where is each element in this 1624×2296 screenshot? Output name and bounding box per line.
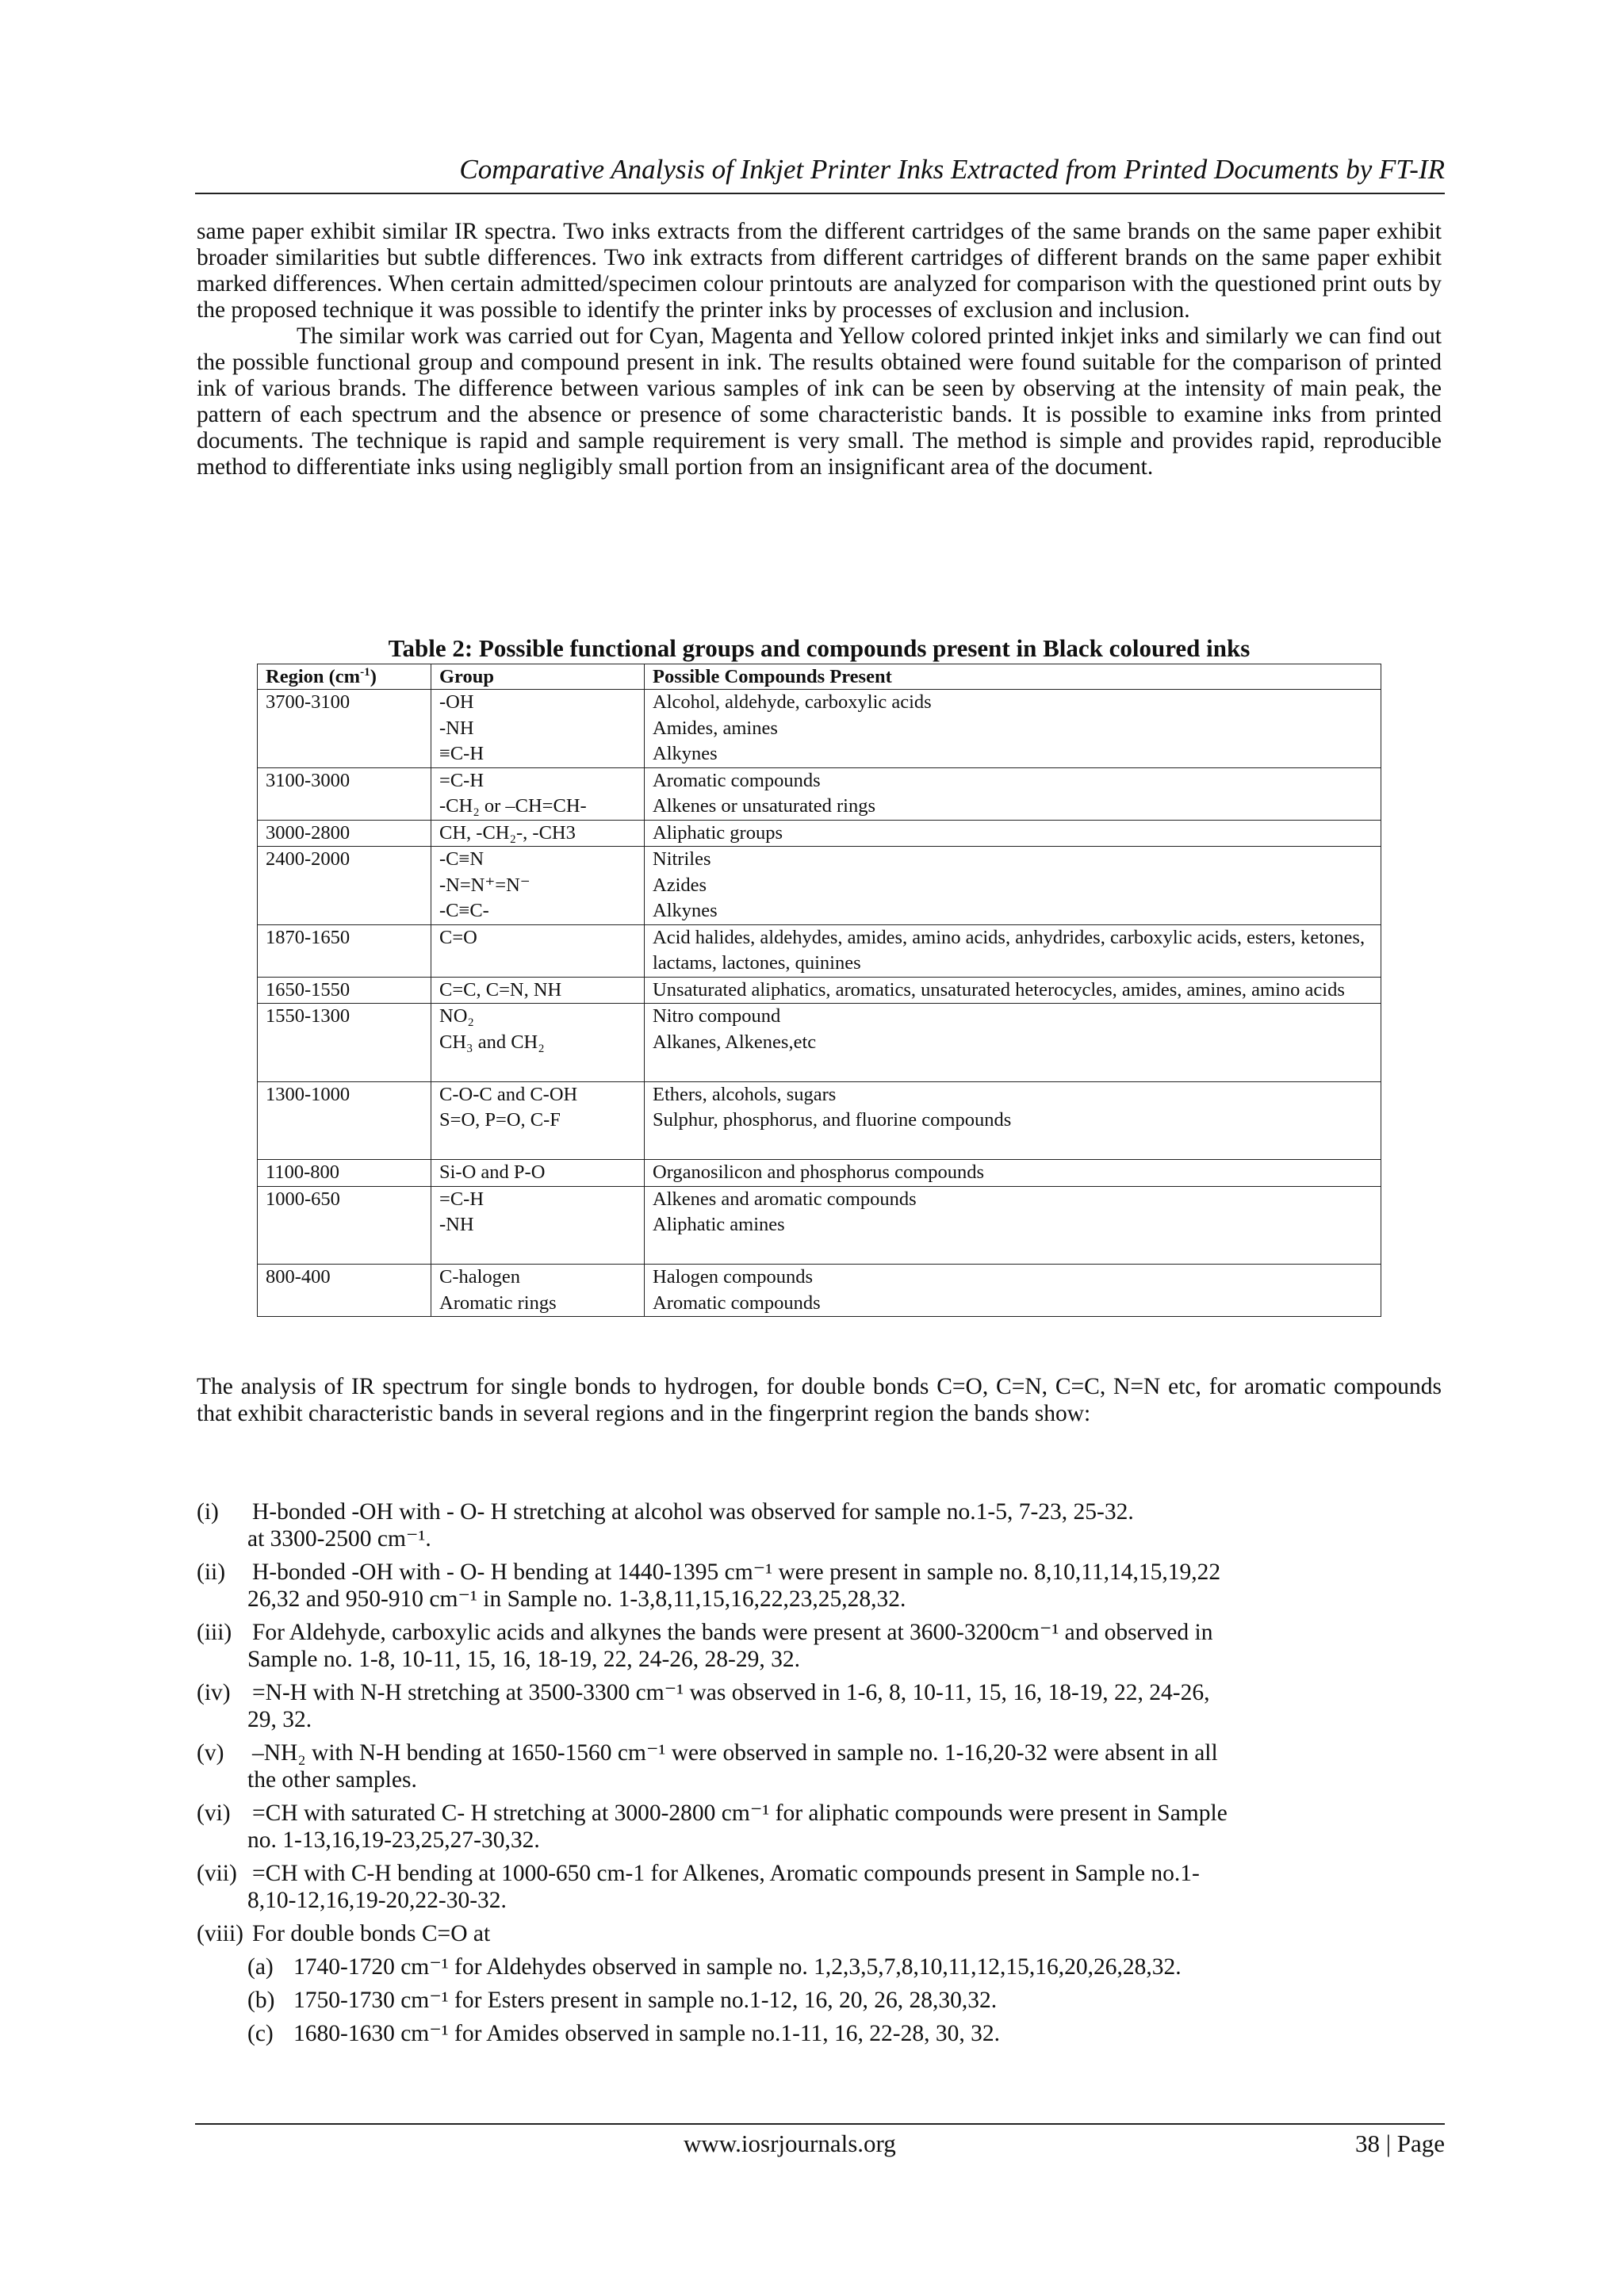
group-line: CH₃ and CH₂ bbox=[439, 1031, 545, 1053]
group-line: -CH₂ or –CH=CH- bbox=[439, 795, 587, 817]
cell-compounds bbox=[645, 1186, 1381, 1265]
cell-region: 1100-800 bbox=[258, 1160, 431, 1187]
footer-rule bbox=[195, 2123, 1445, 2125]
compound-line: Alkenes or unsaturated rings bbox=[653, 795, 875, 817]
compound-line: Unsaturated aliphatics, aromatics, unsaturated heterocycles, amides, amines, amino acids bbox=[653, 978, 1345, 1001]
compound-line: Amides, amines bbox=[653, 717, 778, 739]
compound-line: Alkenes and aromatic compounds bbox=[653, 1188, 917, 1210]
group-line: C-O-C and C-OH bbox=[439, 1083, 578, 1105]
compound-line: Aliphatic groups bbox=[653, 821, 783, 844]
observation-line-2: 26,32 and 950-910 cm⁻¹ in Sample no. 1-3,8,11,15,16,22,23,25,28,32. bbox=[247, 1586, 906, 1612]
observation-subitem bbox=[247, 1954, 1465, 1980]
cell-region: 1000-650 bbox=[258, 1186, 431, 1265]
compound-line: Sulphur, phosphorus, and fluorine compounds bbox=[653, 1109, 1012, 1131]
observation-item bbox=[197, 1800, 1465, 1854]
cell-group bbox=[431, 847, 645, 925]
cell-compounds bbox=[645, 1160, 1381, 1187]
group-line: NO₂ bbox=[439, 1005, 474, 1027]
header-region bbox=[258, 664, 431, 690]
row-spacer bbox=[653, 1134, 1373, 1160]
cell-compounds bbox=[645, 977, 1381, 1004]
cell-group bbox=[431, 767, 645, 820]
cell-compounds bbox=[645, 847, 1381, 925]
subitem-text: 1750-1730 cm⁻¹ for Esters present in sample no.1-12, 16, 20, 26, 28,30,32. bbox=[293, 1988, 998, 2013]
header-rule bbox=[195, 193, 1445, 194]
observation-line-2: 29, 32. bbox=[247, 1707, 312, 1732]
cell-region: 1300-1000 bbox=[258, 1081, 431, 1160]
cell-region: 2400-2000 bbox=[258, 847, 431, 925]
cell-region: 3700-3100 bbox=[258, 690, 431, 768]
observation-item bbox=[197, 1860, 1465, 1914]
group-line: -NH bbox=[439, 717, 474, 739]
header-region-label: Region (cm bbox=[266, 666, 361, 687]
footer-website: www.iosrjournals.org bbox=[684, 2130, 896, 2157]
observation-line-1: =N-H with N-H stretching at 3500-3300 cm⁻¹ was observed in 1-6, 8, 10-11, 15, 16, 18-19, 22, 24-26, bbox=[252, 1680, 1210, 1705]
observation-number: (iii) bbox=[197, 1620, 232, 1645]
compound-line: Alkynes bbox=[653, 743, 718, 764]
observation-item bbox=[197, 1920, 1465, 1947]
cell-compounds bbox=[645, 767, 1381, 820]
observation-number: (ii) bbox=[197, 1559, 226, 1585]
table-row bbox=[258, 1186, 1381, 1265]
paragraph-1: same paper exhibit similar IR spectra. Two inks extracts from the different cartridges of the same brands on the same paper exhibit broader similarities but subtle differences. Two ink extracts from different cartridges of different brands on the same paper exhibit marked differences. When certain admitted/specimen colour printouts are analyzed for comparison with the questioned print outs by the proposed technique it was possible to identify the printer inks by processes of exclusion and inclusion. bbox=[197, 219, 1442, 323]
observation-line-1: =CH with saturated C- H stretching at 3000-2800 cm⁻¹ for aliphatic compounds were present in Sample bbox=[252, 1800, 1228, 1826]
observation-line-2: no. 1-13,16,19-23,25,27-30,32. bbox=[247, 1827, 540, 1853]
compound-line: Aromatic compounds bbox=[653, 1292, 821, 1314]
observation-list bbox=[197, 1498, 1465, 2053]
group-line: -C≡N bbox=[439, 848, 485, 870]
cell-compounds bbox=[645, 1004, 1381, 1082]
observation-number: (viii) bbox=[197, 1921, 243, 1946]
cell-compounds bbox=[645, 924, 1381, 977]
cell-compounds bbox=[645, 820, 1381, 847]
cell-group bbox=[431, 1186, 645, 1265]
observation-line-2: at 3300-2500 cm⁻¹. bbox=[247, 1526, 431, 1552]
subitem-letter: (c) bbox=[247, 2021, 274, 2046]
cell-group bbox=[431, 820, 645, 847]
observation-item bbox=[197, 1559, 1465, 1613]
group-line: Si-O and P-O bbox=[439, 1161, 546, 1183]
cell-group bbox=[431, 690, 645, 768]
observation-line-1: H-bonded -OH with - O- H stretching at alcohol was observed for sample no.1-5, 7-23, 25-32. bbox=[252, 1499, 1134, 1525]
table-body bbox=[258, 690, 1381, 1317]
observation-line-1: H-bonded -OH with - O- H bending at 1440-1395 cm⁻¹ were present in sample no. 8,10,11,14,15,19,22 bbox=[252, 1559, 1221, 1585]
analysis-intro: The analysis of IR spectrum for single bonds to hydrogen, for double bonds C=O, C=N, C=C, N=N etc, for aromatic compounds that exhibit characteristic bands in several regions and in the fingerprint region the bands show: bbox=[197, 1374, 1442, 1426]
observation-line-2: 8,10-12,16,19-20,22-30-32. bbox=[247, 1888, 507, 1913]
table-row bbox=[258, 924, 1381, 977]
observation-line-1: –NH₂ with N-H bending at 1650-1560 cm⁻¹ were observed in sample no. 1-16,20-32 were absent in all bbox=[252, 1740, 1218, 1766]
header-group: Group bbox=[431, 664, 645, 690]
compound-line: Alkynes bbox=[653, 900, 718, 921]
cell-group bbox=[431, 1081, 645, 1160]
subitem-letter: (b) bbox=[247, 1988, 275, 2013]
compound-line: Aromatic compounds bbox=[653, 769, 821, 791]
cell-region: 3100-3000 bbox=[258, 767, 431, 820]
observation-line-1: =CH with C-H bending at 1000-650 cm-1 for Alkenes, Aromatic compounds present in Sample no.1- bbox=[252, 1861, 1200, 1886]
compound-line: Nitro compound bbox=[653, 1005, 781, 1027]
table-row bbox=[258, 1160, 1381, 1187]
row-spacer bbox=[653, 1055, 1373, 1081]
table-row bbox=[258, 1004, 1381, 1082]
group-line: -N=N⁺=N⁻ bbox=[439, 874, 530, 896]
compound-line: Organosilicon and phosphorus compounds bbox=[653, 1161, 985, 1183]
cell-compounds bbox=[645, 1081, 1381, 1160]
subitem-text: 1680-1630 cm⁻¹ for Amides observed in sample no.1-11, 16, 22-28, 30, 32. bbox=[293, 2021, 1000, 2046]
observation-number: (iv) bbox=[197, 1680, 231, 1705]
observation-line-1: For double bonds C=O at bbox=[252, 1921, 491, 1946]
observation-number: (v) bbox=[197, 1740, 224, 1766]
paragraph-2: The similar work was carried out for Cyan, Magenta and Yellow colored printed inkjet inks and similarly we can find out the possible functional group and compound present in ink. The results obtained were found suitable for the comparison of printed ink of various brands. The difference between various samples of ink can be seen by observing at the intensity of main peak, the pattern of each spectrum and the absence or presence of some characteristic bands. It is possible to examine inks from printed documents. The technique is rapid and sample requirement is very small. The method is simple and provides rapid, reproducible method to differentiate inks using negligibly small portion from an insignificant area of the document. bbox=[197, 323, 1442, 480]
compound-line: Halogen compounds bbox=[653, 1266, 814, 1288]
cell-group bbox=[431, 1265, 645, 1317]
subitem-letter: (a) bbox=[247, 1954, 274, 1980]
compound-line: Ethers, alcohols, sugars bbox=[653, 1083, 837, 1105]
group-line: ≡C-H bbox=[439, 743, 485, 764]
observation-item bbox=[197, 1679, 1465, 1733]
observation-item bbox=[197, 1619, 1465, 1673]
observation-subitem bbox=[247, 2020, 1465, 2047]
cell-group bbox=[431, 924, 645, 977]
observation-subitem bbox=[247, 1987, 1465, 2014]
running-header-title: Comparative Analysis of Inkjet Printer Inks Extracted from Printed Documents by FT-IR bbox=[459, 154, 1445, 185]
group-line: -OH bbox=[439, 691, 474, 713]
table-header-row bbox=[258, 664, 1381, 690]
group-line: =C-H bbox=[439, 769, 485, 791]
cell-region: 1550-1300 bbox=[258, 1004, 431, 1082]
group-line: C=C, C=N, NH bbox=[439, 978, 562, 1001]
cell-region: 1650-1550 bbox=[258, 977, 431, 1004]
observation-item bbox=[197, 1498, 1465, 1552]
group-line: -NH bbox=[439, 1214, 474, 1235]
table-row bbox=[258, 977, 1381, 1004]
group-line: C-halogen bbox=[439, 1266, 521, 1288]
header-region-superscript: -1 bbox=[360, 664, 370, 679]
table-row bbox=[258, 767, 1381, 820]
table-row bbox=[258, 847, 1381, 925]
observation-number: (vi) bbox=[197, 1800, 231, 1826]
observation-line-2: the other samples. bbox=[247, 1767, 417, 1793]
group-line: Aromatic rings bbox=[439, 1292, 557, 1314]
compound-line: Aliphatic amines bbox=[653, 1214, 785, 1235]
cell-compounds bbox=[645, 1265, 1381, 1317]
group-line: -C≡C- bbox=[439, 900, 489, 921]
table-row bbox=[258, 690, 1381, 768]
group-line: C=O bbox=[439, 926, 477, 948]
table-row bbox=[258, 1265, 1381, 1317]
cell-group bbox=[431, 1004, 645, 1082]
observation-line-1: For Aldehyde, carboxylic acids and alkynes the bands were present at 3600-3200cm⁻¹ and observed in bbox=[252, 1620, 1213, 1645]
header-compounds: Possible Compounds Present bbox=[645, 664, 1381, 690]
cell-region: 3000-2800 bbox=[258, 820, 431, 847]
cell-region: 800-400 bbox=[258, 1265, 431, 1317]
group-line: S=O, P=O, C-F bbox=[439, 1109, 561, 1131]
table-row bbox=[258, 820, 1381, 847]
compound-line: Acid halides, aldehydes, amides, amino acids, anhydrides, carboxylic acids, esters, ketones, lactams, lactones, quinines bbox=[653, 926, 1365, 974]
observation-item bbox=[197, 1739, 1465, 1793]
cell-group bbox=[431, 1160, 645, 1187]
group-line: CH, -CH₂-, -CH3 bbox=[439, 821, 576, 844]
cell-compounds bbox=[645, 690, 1381, 768]
compound-line: Alcohol, aldehyde, carboxylic acids bbox=[653, 691, 932, 713]
compound-line: Nitriles bbox=[653, 848, 711, 870]
footer-page-number: 38 | Page bbox=[1355, 2130, 1445, 2157]
observation-number: (vii) bbox=[197, 1861, 237, 1886]
header-region-suffix: ) bbox=[370, 666, 377, 687]
observation-number: (i) bbox=[197, 1499, 219, 1525]
compound-line: Alkanes, Alkenes,etc bbox=[653, 1031, 817, 1053]
table-row bbox=[258, 1081, 1381, 1160]
table-caption: Table 2: Possible functional groups and compounds present in Black coloured inks bbox=[388, 634, 1251, 662]
cell-region: 1870-1650 bbox=[258, 924, 431, 977]
row-spacer bbox=[653, 1238, 1373, 1265]
functional-groups-table bbox=[257, 664, 1381, 1317]
group-line: =C-H bbox=[439, 1188, 485, 1210]
body-text bbox=[197, 219, 1442, 480]
observation-line-2: Sample no. 1-8, 10-11, 15, 16, 18-19, 22, 24-26, 28-29, 32. bbox=[247, 1647, 801, 1672]
cell-group bbox=[431, 977, 645, 1004]
compound-line: Azides bbox=[653, 874, 707, 896]
subitem-text: 1740-1720 cm⁻¹ for Aldehydes observed in sample no. 1,2,3,5,7,8,10,11,12,15,16,20,26,28,32. bbox=[293, 1954, 1182, 1980]
